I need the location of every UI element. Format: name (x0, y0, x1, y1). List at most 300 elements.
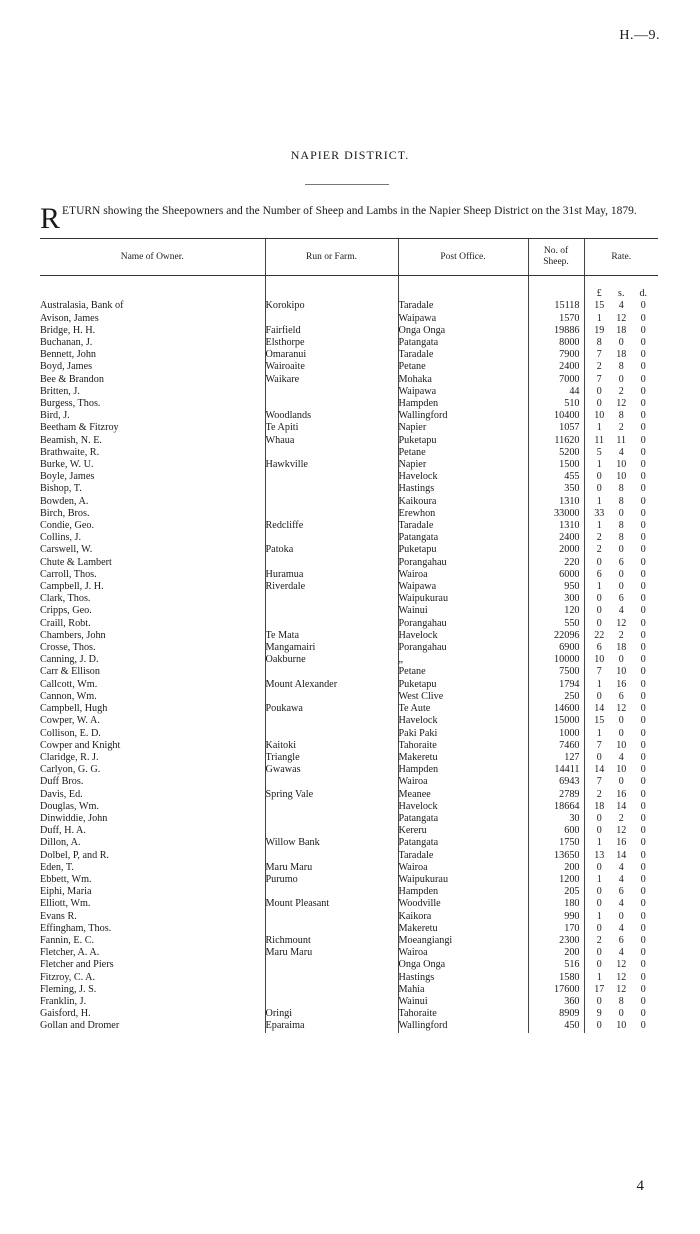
rate-pence: 0 (640, 434, 646, 446)
rate-shillings: 2 (618, 385, 624, 397)
title-rule (305, 184, 389, 185)
sheep-count: 7000 (528, 374, 584, 386)
run-or-farm: Mount Pleasant (265, 898, 398, 910)
table-row (40, 593, 658, 605)
post-office: Petane (398, 666, 528, 678)
owner-name: Carr & Ellison (40, 666, 100, 678)
rate-shillings: 8 (618, 483, 624, 495)
rate-pence: 0 (640, 520, 646, 532)
post-office: Hastings (398, 972, 528, 984)
run-or-farm (265, 813, 398, 825)
rate-value (584, 703, 658, 715)
post-office: Hastings (398, 483, 528, 495)
sheep-count: 180 (528, 898, 584, 910)
sheep-count: 15000 (528, 715, 584, 727)
rate-pounds: 0 (596, 556, 602, 568)
table-row (40, 361, 658, 373)
rate-pounds: 0 (596, 751, 602, 763)
rate-pence: 0 (640, 507, 646, 519)
owner-name: Buchanan, J. (40, 337, 93, 348)
owner-name: Fannin, E. C. (40, 934, 95, 946)
post-office: Meanee (398, 789, 528, 801)
rate-pounds: 1 (596, 910, 602, 922)
shillings-unit: s. (618, 288, 625, 300)
owner-name: Cowper and Knight (40, 739, 121, 751)
rate-pence: 0 (640, 629, 646, 641)
run-or-farm: Mount Alexander (265, 679, 398, 691)
post-office: Havelock (398, 715, 528, 727)
sheep-count: 1794 (528, 679, 584, 691)
rate-pence: 0 (640, 483, 646, 495)
table-row (40, 850, 658, 862)
sheep-count: 1057 (528, 422, 584, 434)
owner-name: Canning, J. D. (40, 654, 99, 666)
post-office: Kaikoura (398, 496, 528, 508)
sheep-count: 220 (528, 557, 584, 569)
owner-name: Bridge, H. H. (40, 324, 96, 336)
rate-value (584, 618, 658, 630)
sheep-returns-table (40, 238, 658, 1033)
post-office: Puketapu (398, 679, 528, 691)
document-reference: H.—9. (619, 28, 660, 43)
rate-pounds: 0 (596, 483, 602, 495)
rate-pence: 0 (640, 666, 646, 678)
run-or-farm (265, 557, 398, 569)
post-office: Moeangiangi (398, 935, 528, 947)
rate-shillings: 2 (618, 629, 624, 641)
sheep-count: 14600 (528, 703, 584, 715)
rate-shillings: 0 (618, 544, 624, 556)
rate-pence: 0 (640, 459, 646, 471)
post-office: Waipukurau (398, 593, 528, 605)
owner-name: Bird, J. (40, 410, 70, 422)
rate-shillings: 6 (618, 593, 624, 605)
table-row (40, 886, 658, 898)
owner-name: Douglas, Wm. (40, 800, 99, 812)
post-office: Makeretu (398, 752, 528, 764)
rate-pounds: 2 (596, 532, 602, 544)
rate-pence: 0 (640, 739, 646, 751)
rate-value (584, 923, 658, 935)
owner-name: Duff Bros. (40, 776, 84, 788)
owner-name: Davis, Ed. (40, 788, 83, 800)
run-or-farm (265, 666, 398, 678)
sheep-count: 10400 (528, 410, 584, 422)
sheep-count: 1750 (528, 837, 584, 849)
rate-shillings: 14 (616, 849, 627, 861)
run-or-farm (265, 825, 398, 837)
rate-pence: 0 (640, 361, 646, 373)
rate-shillings: 12 (616, 983, 627, 995)
owner-name: Bishop, T. (40, 483, 82, 495)
rate-pence: 0 (640, 556, 646, 568)
run-or-farm: Te Apiti (265, 422, 398, 434)
post-office: Erewhon (398, 508, 528, 520)
rate-shillings: 6 (618, 934, 624, 946)
owner-name: Burke, W. U. (40, 459, 94, 471)
run-or-farm (265, 471, 398, 483)
sheep-count: 990 (528, 911, 584, 923)
owner-name: Franklin, J. (40, 995, 87, 1007)
run-or-farm (265, 972, 398, 984)
run-or-farm (265, 776, 398, 788)
post-office: Patangata (398, 813, 528, 825)
owner-name: Duff, H. A. (40, 825, 86, 837)
rate-pence: 0 (640, 385, 646, 397)
rate-value (584, 752, 658, 764)
run-or-farm: Richmount (265, 935, 398, 947)
owner-name: Evans R. (40, 910, 77, 922)
rate-shillings: 4 (618, 300, 624, 312)
table-row (40, 422, 658, 434)
sheep-count: 8909 (528, 1008, 584, 1020)
table-row (40, 435, 658, 447)
rate-pounds: 2 (596, 934, 602, 946)
rate-pence: 0 (640, 544, 646, 556)
rate-pounds: 15 (594, 715, 605, 727)
run-or-farm: Omaranui (265, 349, 398, 361)
rate-pence: 0 (640, 690, 646, 702)
run-or-farm: Korokipo (265, 300, 398, 312)
post-office: Wairoa (398, 862, 528, 874)
rate-pence: 0 (640, 349, 646, 361)
rate-pounds: 9 (596, 1008, 602, 1020)
rate-value (584, 337, 658, 349)
table-row (40, 789, 658, 801)
rate-pence: 0 (640, 898, 646, 910)
sheep-count: 200 (528, 947, 584, 959)
rate-shillings: 4 (618, 898, 624, 910)
rate-shillings: 8 (618, 532, 624, 544)
rate-shillings: 2 (618, 812, 624, 824)
rate-value (584, 874, 658, 886)
post-office: Petane (398, 447, 528, 459)
rate-value (584, 911, 658, 923)
owner-name: Carroll, Thos. (40, 568, 97, 580)
rate-value (584, 508, 658, 520)
rate-pence: 0 (640, 959, 646, 971)
rate-shillings: 4 (618, 947, 624, 959)
rate-pounds: 17 (594, 983, 605, 995)
run-or-farm: Wairoaite (265, 361, 398, 373)
rate-pounds: 10 (594, 654, 605, 666)
rate-value (584, 935, 658, 947)
table-row (40, 776, 658, 788)
owner-name: Chute & Lambert (40, 556, 112, 568)
rate-shillings: 14 (616, 800, 627, 812)
table-row (40, 679, 658, 691)
rate-value (584, 813, 658, 825)
rate-value (584, 520, 658, 532)
rate-pounds: 1 (596, 459, 602, 471)
owner-name: Australasia, Bank of (40, 300, 124, 312)
rate-pounds: 1 (596, 837, 602, 849)
sheep-count: 14411 (528, 764, 584, 776)
post-office: Puketapu (398, 435, 528, 447)
sheep-count: 5200 (528, 447, 584, 459)
table-row (40, 557, 658, 569)
table-row (40, 337, 658, 349)
owner-name: Carswell, W. (40, 544, 93, 556)
rate-value (584, 422, 658, 434)
table-row (40, 959, 658, 971)
rate-pounds: 7 (596, 739, 602, 751)
rate-shillings: 8 (618, 995, 624, 1007)
post-office: Patangata (398, 837, 528, 849)
table-row (40, 569, 658, 581)
table-row (40, 642, 658, 654)
rate-pence: 0 (640, 910, 646, 922)
rate-pounds: 14 (594, 764, 605, 776)
run-or-farm (265, 728, 398, 740)
post-office: Makeretu (398, 923, 528, 935)
run-or-farm: Patoka (265, 544, 398, 556)
rate-shillings: 0 (618, 337, 624, 348)
owner-name: Ebbett, Wm. (40, 873, 92, 885)
post-office: Wairoa (398, 776, 528, 788)
sheep-count: 2300 (528, 935, 584, 947)
rate-shillings: 18 (616, 349, 627, 361)
table-row (40, 740, 658, 752)
owner-name: Craill, Robt. (40, 617, 91, 629)
owner-name: Cowper, W. A. (40, 715, 100, 727)
owner-name: Beamish, N. E. (40, 434, 102, 446)
rate-pounds: 5 (596, 446, 602, 458)
rate-pounds: 1 (596, 971, 602, 983)
table-row (40, 935, 658, 947)
rate-units (584, 288, 658, 300)
rate-pence: 0 (640, 337, 646, 348)
sheep-count: 205 (528, 886, 584, 898)
sheep-count: 33000 (528, 508, 584, 520)
rate-pounds: 6 (596, 568, 602, 580)
rate-pounds: 1 (596, 678, 602, 690)
table-row (40, 898, 658, 910)
sheep-count: 7900 (528, 349, 584, 361)
table-row (40, 728, 658, 740)
rate-pounds: 22 (594, 629, 605, 641)
post-office: Havelock (398, 471, 528, 483)
post-office: Waipawa (398, 313, 528, 325)
rate-value (584, 996, 658, 1008)
post-office: Wainui (398, 996, 528, 1008)
table-row (40, 349, 658, 361)
owner-name: Campbell, Hugh (40, 703, 108, 715)
run-or-farm (265, 398, 398, 410)
rate-pounds: 1 (596, 312, 602, 324)
rate-value (584, 532, 658, 544)
owner-name: Fitzroy, C. A. (40, 971, 96, 983)
owner-name: Callcott, Wm. (40, 678, 98, 690)
sheep-count: 1310 (528, 520, 584, 532)
run-or-farm (265, 923, 398, 935)
rate-value (584, 801, 658, 813)
run-or-farm: Kaitoki (265, 740, 398, 752)
sheep-count: 510 (528, 398, 584, 410)
rate-pence: 0 (640, 886, 646, 898)
table-row (40, 947, 658, 959)
header-post-office: Post Office. (398, 239, 528, 276)
table-row (40, 923, 658, 935)
table-row (40, 300, 658, 312)
rate-value (584, 544, 658, 556)
rate-shillings: 4 (618, 605, 624, 617)
post-office: Mohaka (398, 374, 528, 386)
sheep-count: 10000 (528, 654, 584, 666)
intro-dropcap: R (40, 202, 61, 235)
owner-name: Condie, Geo. (40, 520, 95, 532)
post-office: Patangata (398, 337, 528, 349)
rate-value (584, 471, 658, 483)
rate-shillings: 4 (618, 873, 624, 885)
run-or-farm: Te Mata (265, 630, 398, 642)
run-or-farm (265, 496, 398, 508)
owner-name: Beetham & Fitzroy (40, 422, 119, 434)
run-or-farm (265, 911, 398, 923)
sheep-count: 6943 (528, 776, 584, 788)
table-row (40, 508, 658, 520)
rate-pence: 0 (640, 849, 646, 861)
sheep-count: 2400 (528, 532, 584, 544)
sheep-count: 300 (528, 593, 584, 605)
rate-shillings: 10 (616, 471, 627, 483)
rate-value (584, 947, 658, 959)
rate-value (584, 581, 658, 593)
owner-name: Bee & Brandon (40, 373, 104, 385)
rate-shillings: 6 (618, 690, 624, 702)
rate-pence: 0 (640, 715, 646, 727)
sheep-count: 550 (528, 618, 584, 630)
rate-pence: 0 (640, 983, 646, 995)
rate-pence: 0 (640, 495, 646, 507)
owner-name: Burgess, Thos. (40, 398, 101, 410)
sheep-count: 13650 (528, 850, 584, 862)
rate-pounds: 7 (596, 373, 602, 385)
rate-value (584, 1020, 658, 1032)
rate-pence: 0 (640, 410, 646, 422)
post-office: West Clive (398, 691, 528, 703)
rate-pounds: 8 (596, 337, 602, 348)
run-or-farm: Riverdale (265, 581, 398, 593)
sheep-count: 7460 (528, 740, 584, 752)
rate-pence: 0 (640, 764, 646, 776)
rate-value (584, 959, 658, 971)
post-office: Waipukurau (398, 874, 528, 886)
rate-pounds: 15 (594, 300, 605, 312)
table-row (40, 764, 658, 776)
sheep-count: 1500 (528, 459, 584, 471)
post-office: Wallingford (398, 410, 528, 422)
rate-pounds: 14 (594, 703, 605, 715)
owner-name: Eden, T. (40, 861, 74, 873)
sheep-count: 6900 (528, 642, 584, 654)
header-rate: Rate. (584, 239, 658, 276)
run-or-farm: Eparaima (265, 1020, 398, 1032)
owner-name: Claridge, R. J. (40, 751, 99, 763)
sheep-count: 1310 (528, 496, 584, 508)
owner-name: Collins, J. (40, 532, 82, 544)
table-row (40, 471, 658, 483)
rate-value (584, 972, 658, 984)
rate-pence: 0 (640, 776, 646, 788)
run-or-farm (265, 508, 398, 520)
rate-shillings: 0 (618, 910, 624, 922)
rate-shillings: 10 (616, 459, 627, 471)
rate-shillings: 10 (616, 666, 627, 678)
table-row (40, 691, 658, 703)
owner-name: Birch, Bros. (40, 507, 90, 519)
rate-value (584, 654, 658, 666)
rate-shillings: 12 (616, 703, 627, 715)
post-office: Porangahau (398, 642, 528, 654)
rate-shillings: 0 (618, 715, 624, 727)
rate-pence: 0 (640, 861, 646, 873)
table-row (40, 544, 658, 556)
rate-value (584, 374, 658, 386)
rate-pence: 0 (640, 812, 646, 824)
rate-value (584, 459, 658, 471)
rate-pounds: 0 (596, 617, 602, 629)
run-or-farm: Fairfield (265, 325, 398, 337)
rate-pence: 0 (640, 1020, 646, 1032)
table-row (40, 703, 658, 715)
rate-shillings: 0 (618, 568, 624, 580)
rate-pence: 0 (640, 300, 646, 312)
sheep-count: 1000 (528, 728, 584, 740)
rate-value (584, 313, 658, 325)
rate-shillings: 12 (616, 825, 627, 837)
spacer-row (40, 276, 658, 289)
rate-pence: 0 (640, 971, 646, 983)
post-office: Hampden (398, 764, 528, 776)
table-row (40, 752, 658, 764)
rate-shillings: 16 (616, 837, 627, 849)
run-or-farm: Willow Bank (265, 837, 398, 849)
rate-pounds: 0 (596, 605, 602, 617)
table-row (40, 1020, 658, 1032)
rate-shillings: 0 (618, 581, 624, 593)
rate-shillings: 10 (616, 1020, 627, 1032)
sheep-count: 516 (528, 959, 584, 971)
table-row (40, 581, 658, 593)
post-office: Tahoraite (398, 740, 528, 752)
rate-value (584, 361, 658, 373)
rate-pounds: 11 (594, 434, 605, 446)
rate-pounds: 0 (596, 995, 602, 1007)
post-office: Hampden (398, 398, 528, 410)
rate-value (584, 398, 658, 410)
owner-name: Cannon, Wm. (40, 690, 97, 702)
table-row (40, 825, 658, 837)
rate-pounds: 0 (596, 471, 602, 483)
rate-value (584, 1008, 658, 1020)
post-office: Woodville (398, 898, 528, 910)
owner-name: Crosse, Thos. (40, 642, 96, 654)
run-or-farm (265, 715, 398, 727)
rate-value (584, 679, 658, 691)
table-row (40, 984, 658, 996)
post-office: Wairoa (398, 947, 528, 959)
post-office: Kereru (398, 825, 528, 837)
rate-shillings: 12 (616, 617, 627, 629)
rate-pounds: 0 (596, 398, 602, 410)
rate-pounds: 1 (596, 495, 602, 507)
owner-name: Dolbel, P, and R. (40, 849, 110, 861)
run-or-farm (265, 483, 398, 495)
owner-name: Gaisford, H. (40, 1008, 91, 1020)
owner-name: Effingham, Thos. (40, 922, 112, 934)
run-or-farm: Whaua (265, 435, 398, 447)
